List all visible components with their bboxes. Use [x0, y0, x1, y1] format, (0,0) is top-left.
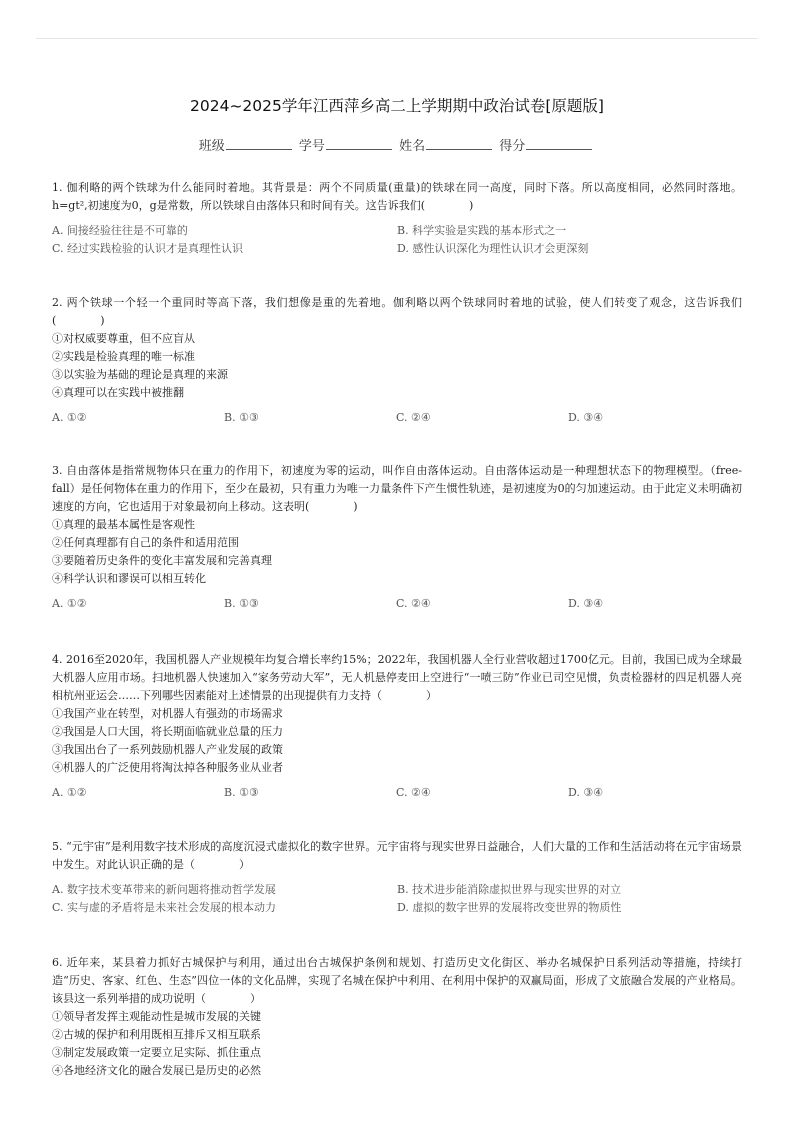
statement-4: ④机器人的广泛使用将淘汰掉各种服务业从业者 — [52, 761, 283, 774]
question-stem: 3. 自由落体是指常规物体只在重力的作用下，初速度为零的运动，叫作自由落体运动。自由落体运动是一种理想状态下的物理模型。（free-fall）是任何物体在重力的作用下，至少在最初，只有重力为唯一力量条件下产生惯性轨迹，是初速度为0的匀加速运动。由于此定义未明确初速度的方向，它也适用于对象最初向上移动。这表明( ) — [52, 464, 742, 513]
option-c[interactable]: C. 实与虚的矛盾将是未来社会发展的根本动力 — [52, 901, 277, 914]
statement-2: ②我国是人口大国，将长期面临就业总量的压力 — [52, 725, 283, 738]
question-stem: 6. 近年来，某县着力抓好古城保护与利用，通过出台古城保护条例和规划、打造历史文化街区、举办名城保护日系列活动等措施，持续打造“历史、客家、红色、生态”四位一体的文化品牌，实现了名城在保护中利用、在利用中保护的双赢局面，形成了文旅融合发展的产业格局。该县这一系列举措的成功说明（ ） — [52, 956, 742, 1005]
page-title: 2024~2025学年江西萍乡高二上学期期中政治试卷[原题版] — [190, 97, 604, 115]
class-field[interactable] — [226, 137, 292, 150]
option-b[interactable]: B. ①③ — [224, 786, 259, 799]
option-b[interactable]: B. 技术进步能消除虚拟世界与现实世界的对立 — [397, 883, 622, 896]
option-d[interactable]: D. ③④ — [568, 786, 604, 799]
option-b[interactable]: B. ①③ — [224, 597, 259, 610]
option-d[interactable]: D. ③④ — [568, 597, 604, 610]
statement-3: ③制定发展政策一定要立足实际、抓住重点 — [52, 1046, 261, 1059]
option-list — [52, 595, 742, 613]
statement-1: ①真理的最基本属性是客观性 — [52, 518, 195, 531]
statement-1: ①对权威要尊重，但不应盲从 — [52, 332, 195, 345]
student-info-line — [0, 135, 794, 154]
class-label: 班级 — [198, 139, 225, 154]
statement-3: ③以实验为基础的理论是真理的来源 — [52, 368, 228, 381]
option-c[interactable]: C. ②④ — [396, 411, 431, 424]
statement-4: ④各地经济文化的融合发展已是历史的必然 — [52, 1064, 261, 1077]
question-5 — [52, 838, 742, 917]
option-list — [52, 784, 742, 802]
option-a[interactable]: A. ①② — [52, 411, 87, 424]
option-d[interactable]: D. 虚拟的数字世界的发展将改变世界的物质性 — [397, 901, 622, 914]
name-field[interactable] — [426, 137, 492, 150]
question-1 — [52, 179, 742, 258]
option-b[interactable]: B. ①③ — [224, 411, 259, 424]
question-stem: 1. 伽利略的两个铁球为什么能同时着地。其背景是：两个不同质量(重量)的铁球在同一高度，同时下落。所以高度相同，必然同时落地。 h=gt²,初速度为0，g是常数，所以铁球自由落体只和时间有关。这告诉我们( ) — [52, 181, 742, 212]
statement-3: ③我国出台了一系列鼓励机器人产业发展的政策 — [52, 743, 283, 756]
question-stem: 5. “元宇宙”是利用数字技术形成的高度沉浸式虚拟化的数字世界。元宇宙将与现实世界日益融合，人们大量的工作和生活活动将在元宇宙场景中发生。对此认识正确的是（ ） — [52, 840, 742, 871]
option-list — [52, 222, 742, 258]
option-c[interactable]: C. ②④ — [396, 786, 431, 799]
question-3 — [52, 462, 742, 613]
option-c[interactable]: C. 经过实践检验的认识才是真理性认识 — [52, 242, 244, 255]
option-c[interactable]: C. ②④ — [396, 597, 431, 610]
option-a[interactable]: A. ①② — [52, 786, 87, 799]
number-field[interactable] — [326, 137, 392, 150]
statement-4: ④科学认识和谬误可以相互转化 — [52, 572, 206, 585]
option-d[interactable]: D. 感性认识深化为理性认识才会更深刻 — [397, 242, 589, 255]
score-field[interactable] — [526, 137, 592, 150]
statement-3: ③要随着历史条件的变化丰富发展和完善真理 — [52, 554, 272, 567]
option-a[interactable]: A. 间接经验往往是不可靠的 — [52, 224, 188, 237]
option-b[interactable]: B. 科学实验是实践的基本形式之一 — [397, 224, 567, 237]
number-label: 学号 — [298, 139, 325, 154]
statement-2: ②实践是检验真理的唯一标准 — [52, 350, 195, 363]
statement-2: ②古城的保护和利用既相互排斥又相互联系 — [52, 1028, 261, 1041]
name-label: 姓名 — [399, 139, 426, 154]
score-label: 得分 — [499, 139, 526, 154]
statement-1: ①领导者发挥主观能动性是城市发展的关键 — [52, 1010, 261, 1023]
option-list — [52, 881, 742, 917]
question-2 — [52, 294, 742, 427]
statement-1: ①我国产业在转型，对机器人有强劲的市场需求 — [52, 707, 283, 720]
option-a[interactable]: A. ①② — [52, 597, 87, 610]
header-rule — [36, 38, 758, 39]
question-stem: 2. 两个铁球一个轻一个重同时等高下落，我们想像是重的先着地。伽利略以两个铁球同时着地的试验，使人们转变了观念，这告诉我们( ) — [52, 296, 742, 327]
statement-4: ④真理可以在实践中被推翻 — [52, 386, 184, 399]
question-4 — [52, 651, 742, 802]
option-d[interactable]: D. ③④ — [568, 411, 604, 424]
question-6 — [52, 954, 742, 1080]
option-list — [52, 409, 742, 427]
question-stem: 4. 2016至2020年，我国机器人产业规模年均复合增长率约15%；2022年，我国机器人全行业营收超过1700亿元。目前，我国已成为全球最大机器人应用市场。扫地机器人快速加入“家务劳动大军”，无人机悬停麦田上空进行“一喷三防”作业已司空见惯，负责检器材的四足机器人亮相杭州亚运会……下列哪些因素能对上述情景的出现提供有力支持（ ） — [52, 653, 742, 702]
statement-2: ②任何真理都有自己的条件和适用范围 — [52, 536, 239, 549]
option-a[interactable]: A. 数字技术变革带来的新问题将推动哲学发展 — [52, 883, 276, 896]
